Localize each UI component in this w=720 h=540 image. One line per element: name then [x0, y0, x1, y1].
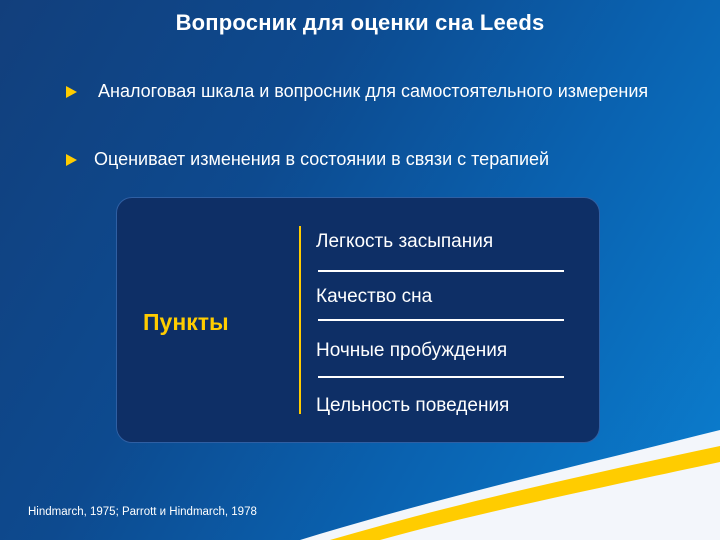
item-separator [318, 270, 564, 272]
item-night-awakenings: Ночные пробуждения [316, 340, 508, 361]
items-label: Пункты [143, 309, 229, 335]
vertical-divider [299, 226, 301, 414]
bullet-text: Аналоговая шкала и вопросник для самостоятельного измерения [98, 81, 649, 101]
bullet-text: Оценивает изменения в состоянии в связи с терапией [94, 149, 550, 169]
item-separator [318, 376, 564, 378]
item-sleep-onset: Легкость засыпания [316, 231, 494, 252]
bullet-arrow-icon [66, 154, 77, 166]
item-separator [318, 319, 564, 321]
bullet-item [66, 146, 694, 172]
item-behavior-integrity: Цельность поведения [316, 395, 510, 416]
item-sleep-quality: Качество сна [316, 286, 433, 307]
slide-title: Вопросник для оценки сна Leeds [175, 10, 545, 35]
bullet-arrow-icon [66, 86, 77, 98]
bullet-item [66, 78, 694, 104]
reference-citation: Hindmarch, 1975; Parrott и Hindmarch, 1978 [28, 506, 257, 518]
